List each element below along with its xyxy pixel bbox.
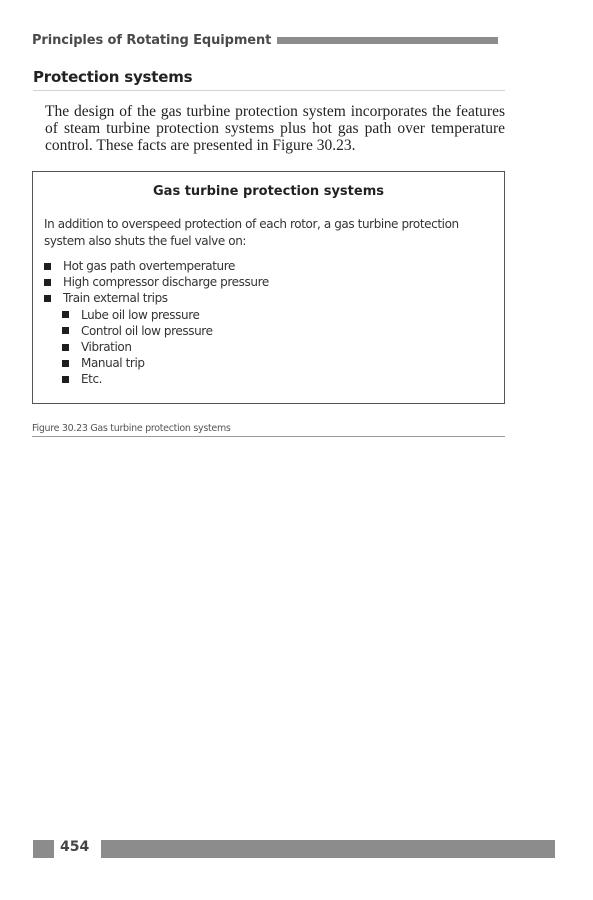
- footer-bar: [101, 840, 555, 858]
- list-item: [33, 290, 269, 306]
- running-title: Principles of Rotating Equipment: [32, 32, 272, 48]
- bullet-icon: [62, 327, 69, 334]
- protection-list: [33, 258, 269, 388]
- figure-box: [32, 171, 505, 404]
- list-item-label: High compressor discharge pressure: [63, 275, 269, 290]
- bullet-icon: [44, 295, 51, 302]
- running-header: [32, 31, 498, 49]
- section-title: Protection systems: [33, 68, 193, 86]
- list-item-label: Control oil low pressure: [81, 323, 213, 338]
- list-item-label: Hot gas path overtemperature: [63, 259, 236, 274]
- sub-list-item: [33, 339, 269, 355]
- list-item-label: Etc.: [81, 372, 103, 387]
- list-item-label: Manual trip: [81, 356, 145, 371]
- bullet-icon: [44, 263, 51, 270]
- section-rule: [33, 90, 505, 91]
- figure-intro: In addition to overspeed protection of each rotor, a gas turbine protection system also shuts the fuel valve on:: [44, 217, 459, 248]
- sub-list-item: [33, 355, 269, 371]
- sub-list-item: [33, 371, 269, 387]
- figure-caption: Figure 30.23 Gas turbine protection systems: [32, 423, 231, 434]
- page-number: 454: [60, 839, 90, 855]
- sub-list-item: [33, 323, 269, 339]
- list-item-label: Lube oil low pressure: [81, 307, 200, 322]
- list-item: [33, 274, 269, 290]
- sub-list-item: [33, 307, 269, 323]
- header-bar: [277, 37, 498, 44]
- bullet-icon: [44, 279, 51, 286]
- bullet-icon: [62, 311, 69, 318]
- figure-title: Gas turbine protection systems: [153, 184, 384, 199]
- bullet-icon: [62, 376, 69, 383]
- footer-block: [33, 840, 54, 858]
- body-paragraph: The design of the gas turbine protection system incorporates the features of steam turbine protection systems plus hot gas path over temperature control. These facts are presented in Figure 30.23.: [45, 103, 505, 154]
- list-item-label: Train external trips: [63, 291, 168, 306]
- bullet-icon: [62, 344, 69, 351]
- list-item-label: Vibration: [81, 340, 132, 355]
- bullet-icon: [62, 360, 69, 367]
- caption-rule: [32, 436, 505, 437]
- list-item: [33, 258, 269, 274]
